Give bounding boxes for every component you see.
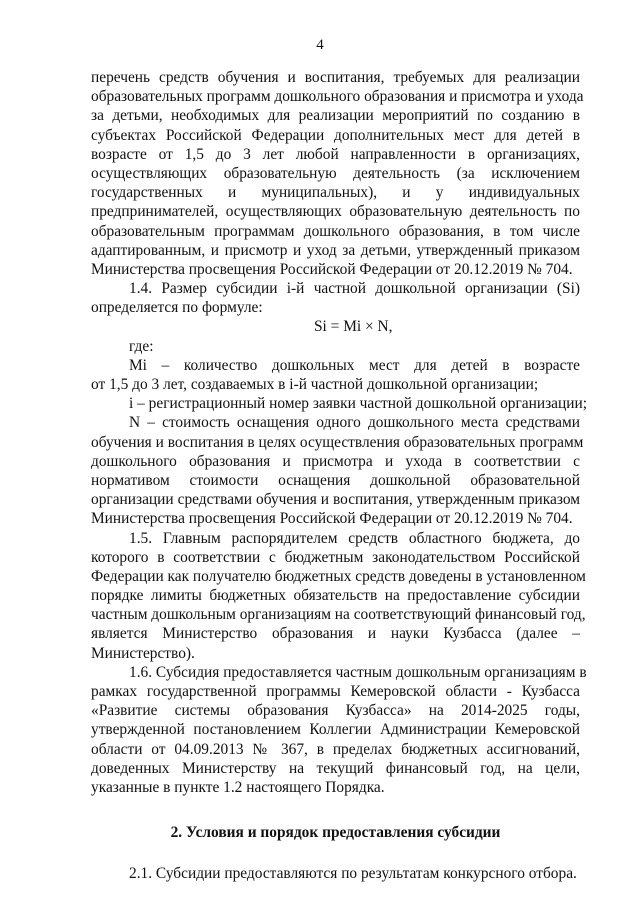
text-line: Министерства просвещения Российской Федерации от 20.12.2019 № 704. (91, 260, 573, 278)
text-line: доведенных Министерству на текущий финансовый год, на цели, (91, 759, 580, 777)
text-line: нормативом стоимости оснащения дошкольной образовательной (91, 471, 580, 489)
text-line: «Развитие системы образования Кузбасса» на 2014-2025 годы, (91, 702, 580, 720)
text-line: Министерство). (91, 644, 195, 662)
text-line: N – стоимость оснащения одного дошкольного места средствами (129, 414, 580, 432)
text-line: 1.4. Размер субсидии i-й частной дошкольной организации (Si) (129, 280, 580, 298)
text-line: частным дошкольным организациям на соответствующий финансовый год, (91, 606, 586, 624)
text-line: порядке лимиты бюджетных обязательств на предоставление субсидии (91, 587, 580, 605)
text-line: обучения и воспитания в целях осуществления образовательных программ (91, 433, 584, 451)
text-line: которого в соответствии с бюджетным законодательством Российской (91, 548, 580, 566)
text-line: определяется по формуле: (91, 299, 263, 317)
paragraph-mi-definition (91, 356, 580, 394)
text-line: где: (129, 337, 154, 355)
paragraph-list-continuation (91, 68, 584, 279)
paragraph-1-4 (91, 279, 580, 317)
text-line: является Министерство образования и науки Кузбасса (далее – (91, 625, 580, 643)
text-line: Федерации как получателю бюджетных средств доведены в установленном (91, 567, 586, 585)
text-line: предпринимателей, осуществляющих образовательную деятельность по (91, 203, 580, 221)
text-line: образовательным программам дошкольного образования, в том числе (91, 222, 580, 240)
formula (91, 317, 580, 336)
paragraph-i-definition (91, 394, 587, 413)
text-line: Министерства просвещения Российской Федерации от 20.12.2019 № 704. (91, 510, 573, 528)
section-heading: 2. Условия и порядок предоставления субсидии (170, 824, 501, 842)
text-line: 1.5. Главным распорядителем средств областного бюджета, до (129, 529, 580, 547)
text-line: 1.6. Субсидия предоставляется частным дошкольным организациям в (129, 663, 587, 681)
text-line: утвержденной постановлением Коллегии Администрации Кемеровской (91, 721, 580, 739)
where-label (91, 337, 580, 356)
text-line: 2.1. Субсидии предоставляются по результатам конкурсного отбора. (129, 865, 577, 883)
paragraph-1-5 (91, 529, 586, 663)
text-line: образовательных программ дошкольного образования и присмотра и ухода (91, 88, 584, 106)
text-line: i – регистрационный номер заявки частной дошкольной организации; (129, 395, 587, 413)
paragraph-2-1 (91, 864, 580, 883)
text-line: указанные в пункте 1.2 настоящего Порядка. (91, 778, 385, 796)
text-line: рамках государственной программы Кемеровской области - Кузбасса (91, 683, 580, 700)
text-line: осуществляющих образовательную деятельность (за исключением (91, 164, 580, 182)
text-line: области от 04.09.2013 № 367, в пределах бюджетных ассигнований, (91, 740, 580, 758)
text-line: государственных и муниципальных), и у индивидуальных (91, 184, 580, 202)
document-body (91, 68, 587, 884)
paragraph-1-6 (91, 663, 587, 797)
text-line: субъектах Российской Федерации дополнительных мест для детей в (91, 126, 580, 144)
text-line: адаптированным, и присмотр и уход за детьми, утвержденный приказом (91, 241, 580, 259)
text-line: перечень средств обучения и воспитания, требуемых для реализации (91, 69, 580, 86)
text-line: возрасте от 1,5 до 3 лет любой направленности в организациях, (91, 145, 580, 163)
text-line: организации средствами обучения и воспитания, утвержденным приказом (91, 491, 580, 509)
paragraph-n-definition (91, 413, 584, 528)
text-line: от 1,5 до 3 лет, создаваемых в i-й частной дошкольной организации; (91, 376, 539, 393)
page-number: 4 (316, 37, 324, 53)
text-line: дошкольного образования и присмотра и ухода в соответствии с (91, 452, 580, 470)
formula-line: Si = Mi × N, (314, 318, 393, 336)
text-line: Mi – количество дошкольных мест для детей в возрасте (129, 356, 580, 374)
text-line: за детьми, необходимых для реализации мероприятий по созданию в (91, 107, 580, 125)
